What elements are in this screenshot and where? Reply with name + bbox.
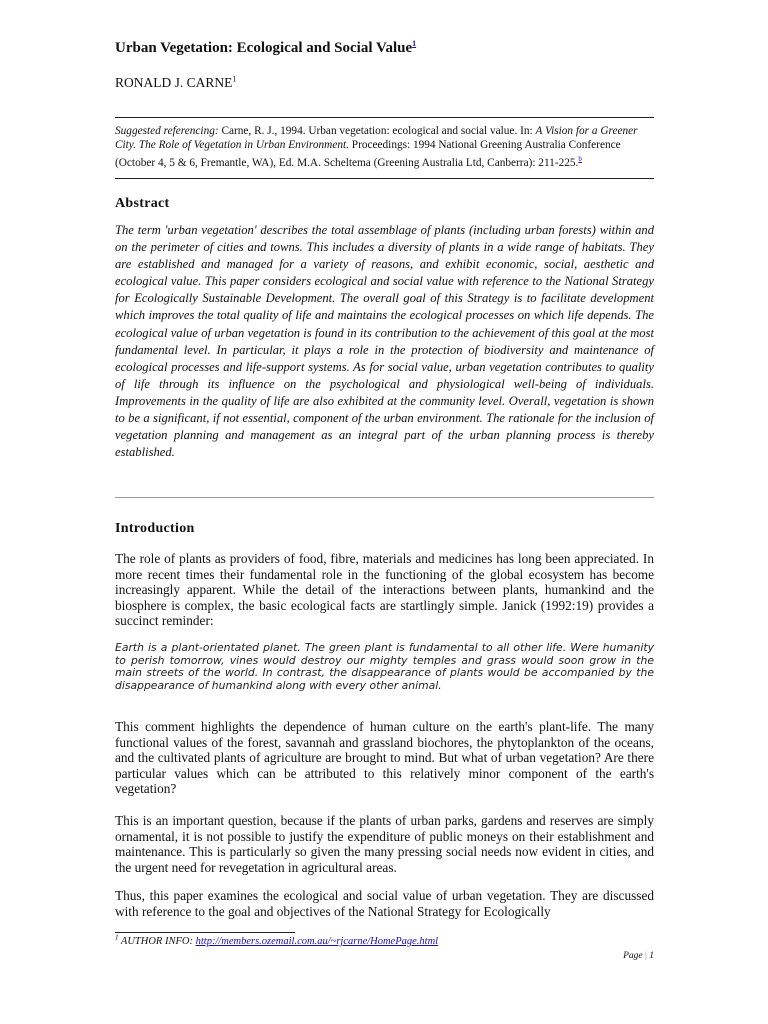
- reference-text-a: Carne, R. J., 1994. Urban vegetation: ecological and social value. In:: [218, 125, 536, 137]
- page-label: Page: [623, 951, 643, 961]
- paper-title: [115, 40, 416, 57]
- intro-paragraph-4: Thus, this paper examines the ecological and social value of urban vegetation. They are discussed with reference to the goal and objectives of the National Strategy for Ecologically: [115, 888, 654, 919]
- abstract-heading: Abstract: [115, 196, 170, 211]
- block-quote: Earth is a plant-orientated planet. The green plant is fundamental to all other life. Were humanity to perish tomorrow, vines would destroy our mighty temples and grass would soon grow in the main streets of the world. In contrast, the disappearance of plants would be accompanied by the disappearance of humankind along with every other animal.: [115, 641, 654, 692]
- footnote-label: AUTHOR INFO:: [118, 936, 196, 947]
- author-info-footnote: [115, 933, 439, 947]
- reference-text-b: Proceedings: 1994 National Greening Australia Conference (October 4, 5 & 6, Fremantle, WA), Ed. M.A. Scheltema (Greening Australia Ltd, Canberra): 211-225.: [115, 139, 621, 169]
- title-footnote-link[interactable]: 1: [412, 39, 417, 48]
- intro-paragraph-2: This comment highlights the dependence of human culture on the earth's plant-life. The many functional values of the forest, savannah and grassland biochores, the phytoplankton of the oceans, and the cultivated plants of agriculture are brought to mind. But what of urban vegetation? Are there particular values which can be attributed to this relatively minor component of the earth's vegetation?: [115, 719, 654, 797]
- author-footnote-marker: 1: [232, 74, 237, 84]
- author-name-text: RONALD J. CARNE: [115, 75, 233, 90]
- footnote-marker: 1: [115, 933, 119, 942]
- suggested-reference-box: [115, 117, 654, 179]
- introduction-heading: Introduction: [115, 521, 195, 536]
- abstract-text: The term 'urban vegetation' describes the total assemblage of plants (including urban forests) within and on the perimeter of cities and towns. This includes a diversity of plants in a wide range of habitats. They are established and managed for a variety of reasons, and exhibit economic, social, aesthetic and ecological value. This paper considers ecological and social value with reference to the National Strategy for Ecologically Sustainable Development. The overall goal of this Strategy is to facilitate development which improves the total quality of life and maintains the ecological processes on which life depends. The ecological value of urban vegetation is found in its contribution to the achievement of this goal at the most fundamental level. In particular, it plays a role in the protection of biodiversity and maintenance of ecological processes and life-support systems. As for social value, urban vegetation contributes to quality of life through its influence on the psychological and physiological well-being of individuals. Improvements in the quality of life are also exhibited at the community level. Overall, vegetation is shown to be a significant, if not essential, component of the urban environment. The rationale for the inclusion of vegetation planning and management as an integral part of the urban planning process is thereby established.: [115, 223, 654, 460]
- intro-paragraph-3: This is an important question, because if the plants of urban parks, gardens and reserves are simply ornamental, it is not possible to justify the expenditure of public moneys on their establishment and maintenance. This is particularly so given the many pressing social needs now evident in cities, and the urgent need for revegetation in agricultural areas.: [115, 813, 654, 875]
- section-divider: [115, 497, 654, 498]
- author-homepage-link[interactable]: http://members.ozemail.com.au/~rjcarne/HomePage.html: [195, 936, 439, 947]
- page-number: [623, 951, 654, 961]
- title-footnote-marker[interactable]: [412, 39, 416, 48]
- paper-title-text: Urban Vegetation: Ecological and Social Value: [115, 40, 413, 56]
- intro-paragraph-1: The role of plants as providers of food, fibre, materials and medicines has long been appreciated. In more recent times their fundamental role in the functioning of the global ecosystem has become increasingly apparent. While the detail of the interactions between plants, humankind and the biosphere is complex, the basic ecological facts are startlingly simple. Janick (1992:19) provides a succinct reminder:: [115, 551, 654, 629]
- reference-italic-title: A Vision for a Greener City. The Role of Vegetation in Urban Environment.: [115, 125, 638, 151]
- reference-label: Suggested referencing:: [115, 125, 219, 137]
- reference-footnote-marker[interactable]: b: [578, 155, 582, 163]
- footnote-divider: [115, 932, 295, 933]
- author-name: [115, 75, 236, 91]
- page-separator: |: [644, 951, 647, 961]
- page-number-value: 1: [649, 951, 654, 961]
